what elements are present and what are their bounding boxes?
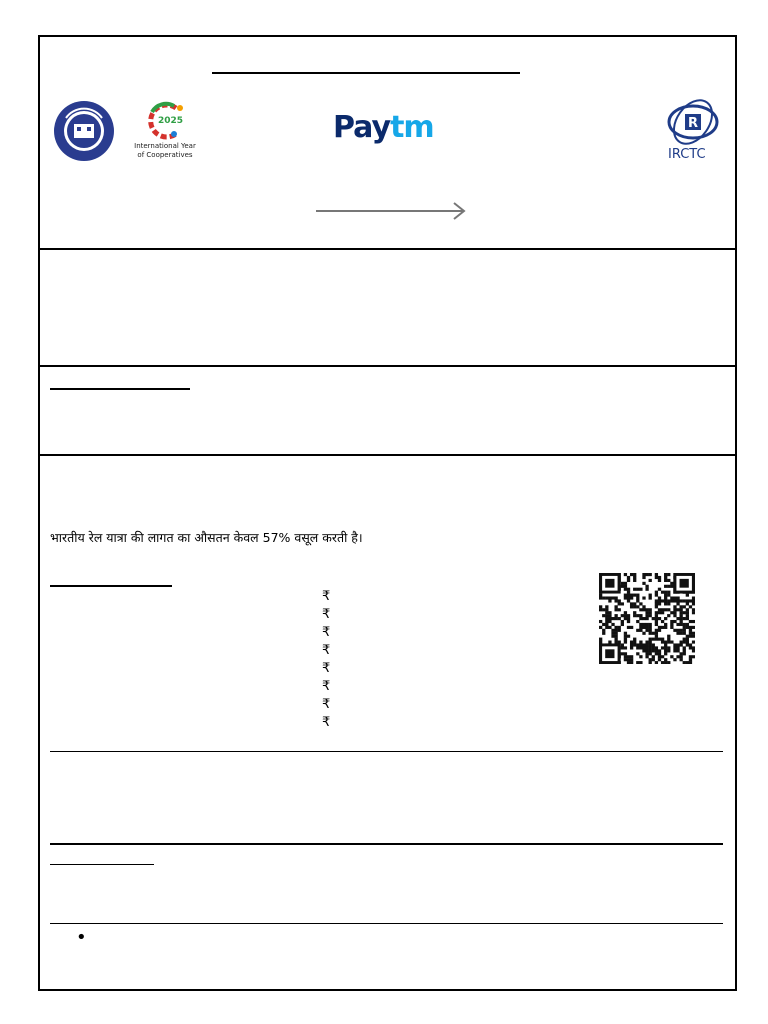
currency-symbol: ₹ [322,589,331,604]
qr-code [599,573,695,664]
section-divider [38,365,735,367]
cooperatives-caption: International Year of Cooperatives [134,142,196,159]
divider-line [50,843,723,845]
currency-symbol: ₹ [322,607,331,622]
fare-currency-column [322,588,342,732]
currency-symbol: ₹ [322,679,331,694]
divider-line [50,751,723,752]
arrow-right-icon [316,201,468,221]
qr-code-icon [599,573,695,664]
subsidy-notice: भारतीय रेल यात्रा की लागत का औसतन केवल 57% वसूल करती है। [50,530,363,545]
currency-symbol: ₹ [322,697,331,712]
currency-symbol: ₹ [322,715,331,730]
indian-railways-logo [52,100,116,162]
currency-symbol: ₹ [322,643,331,658]
irctc-logo [662,96,724,166]
ticket-frame [38,35,737,991]
svg-text:R: R [687,116,699,131]
section-divider [38,454,735,456]
paytm-logo: Paytm [333,110,434,145]
section-divider [38,248,735,250]
currency-symbol: ₹ [322,625,331,640]
irctc-text: IRCTC [668,147,706,162]
title-underline [212,72,520,74]
cooperatives-2025-logo [130,100,200,164]
heading-underline [50,388,190,390]
cooperatives-year: 2025 [158,116,184,126]
instructions-heading-underline [50,864,154,865]
divider-line [50,923,723,924]
bullet-point: • [76,927,87,948]
currency-symbol: ₹ [322,661,331,676]
fare-heading-underline [50,585,172,587]
